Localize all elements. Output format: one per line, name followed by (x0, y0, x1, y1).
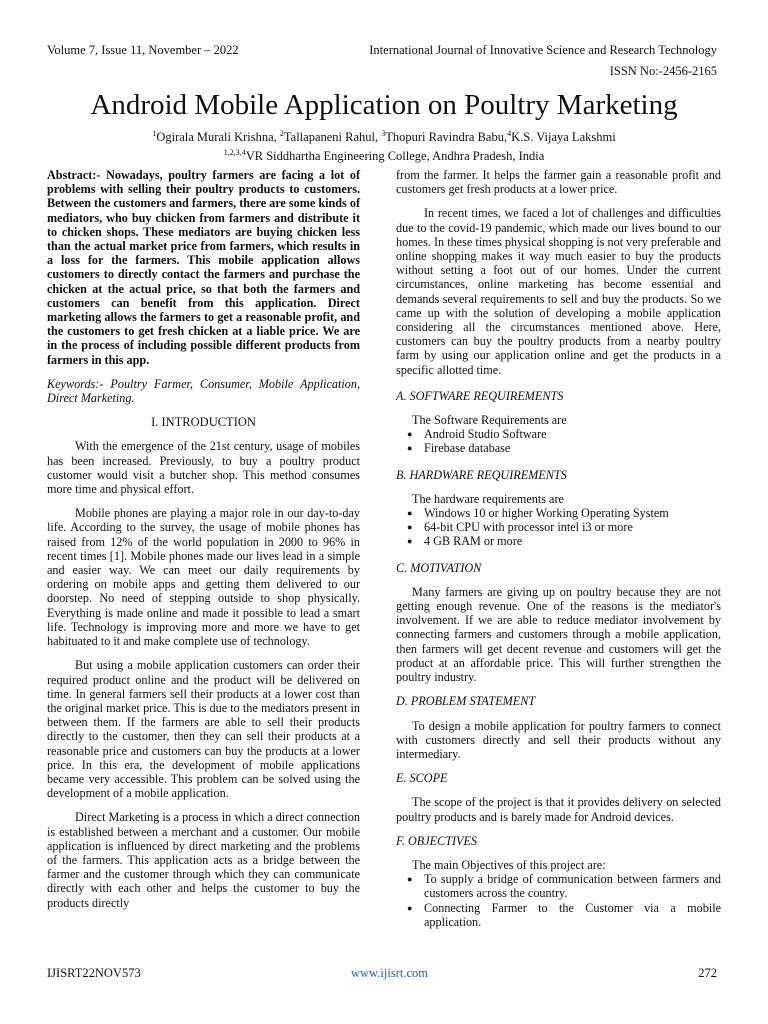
intro-paragraph: Mobile phones are playing a major role in our day-to-day life. According to the survey, the usage of mobile phones has raised from 12% of the world population in 2000 to 96% in recent times [1]. Mobile phones made our lives lead in a simple and easier way. We can meet our daily requirements by ordering on mobile apps and getting them delivered to our doorstep. No need of stepping outside to shop physically. Everything is made online and made it possible to lead a smart life. Technology is improving more and more we have to get habituated to it and make complete use of technology. (47, 506, 360, 649)
body-paragraph: from the farmer. It helps the farmer gain a reasonable profit and customers get fresh products at a lower price. (396, 168, 721, 197)
author-name: Ogirala Murali Krishna, (156, 130, 280, 145)
subsection-heading: D. PROBLEM STATEMENT (396, 694, 536, 709)
list-item: ● To supply a bridge of communication between farmers and customers across the country. (424, 872, 721, 900)
footer-url-link[interactable]: www.ijisrt.com (351, 966, 428, 980)
footer-paper-id: IJISRT22NOV573 (47, 966, 141, 980)
author-name: K.S. Vijaya Lakshmi (511, 130, 616, 145)
section-heading-introduction: I. INTRODUCTION (151, 415, 256, 430)
list-item: ● Android Studio Software (424, 427, 721, 441)
intro-paragraph: Direct Marketing is a process in which a direct connection is established between a merchant and a customer. Our mobile application is influenced by direct marketing and the problems of the farmers. This application acts as a bridge between the farmer and the customer through which they can communicate directly with each other and helps the customer to buy the products directly (47, 810, 360, 910)
author-name: Tallapaneni Rahul, (283, 130, 382, 145)
subsection-heading: E. SCOPE (396, 771, 448, 786)
author-name: Thopuri Ravindra Babu, (385, 130, 508, 145)
left-column (47, 168, 360, 920)
list-item: ● Windows 10 or higher Working Operating System (424, 506, 721, 520)
subsection-heading: B. HARDWARE REQUIREMENTS (396, 467, 567, 482)
software-requirements: The Software Requirements are ● Android Studio Software ● Firebase database (396, 413, 721, 456)
objectives: The main Objectives of this project are: ● To supply a bridge of communication between farmers and customers across the country. ● Connecting Farmer to the Customer via a mobile application. (396, 858, 721, 929)
footer-page-number: 272 (698, 966, 717, 980)
body-paragraph: In recent times, we faced a lot of challenges and difficulties due to the covid-19 pandemic, which made our lives bound to our homes. In these times physical shopping is not very preferable and online shopping makes it way much easier to buy the products without setting a foot out of our homes. Under the current circumstances, online marketing has become essential and demands several requirements to sell and buy the products. So we came up with the solution of developing a mobile application considering all the circumstances mentioned above. Here, customers can buy the poultry products from a nearby poultry farm by using our application online and get the products in a specific allotted time. (396, 206, 721, 377)
header-volume: Volume 7, Issue 11, November – 2022 (47, 43, 239, 57)
keywords: Keywords:- Poultry Farmer, Consumer, Mobile Application, Direct Marketing. (47, 376, 360, 406)
intro-paragraph: With the emergence of the 21st century, usage of mobiles has been increased. Previously, to buy a poultry product customer would visit a butcher shop. This method consumes more time and physical effort. (47, 439, 360, 497)
list-item: ● 4 GB RAM or more (424, 534, 721, 548)
hardware-requirements: The hardware requirements are ● Windows 10 or higher Working Operating System ● 64-bit CPU with processor intel i3 or more ● 4 GB RAM or more (396, 492, 721, 549)
intro-paragraph: But using a mobile application customers can order their required product online and the product will be delivered on time. In general farmers sell their products at a lower cost than the original market price. This is due to the mediators present in between them. If the farmers are able to sell their products directly to the customer, then they can sell their products at a reasonable price and customers can buy the products at a lower price. In this era, the development of mobile applications became very accessible. This problem can be solved using the development of a mobile application. (47, 658, 360, 801)
author-block (0, 126, 768, 164)
subsection-heading: C. MOTIVATION (396, 560, 482, 575)
affiliation: $^{1,2,3,4}$VR Siddhartha Engineering College, Andhra Pradesh, India (223, 148, 545, 164)
list-item: ● 64-bit CPU with processor intel i3 or more (424, 520, 721, 534)
right-column (396, 168, 721, 941)
subsection-heading: F. OBJECTIVES (396, 833, 478, 848)
paper-title: Android Mobile Application on Poultry Marketing (90, 89, 678, 121)
motivation-text: Many farmers are giving up on poultry because they are not getting enough revenue. One of the reasons is the mediator's involvement. If we are able to reduce mediator involvement by connecting farmers and customers through a mobile application, then farmers will get decent revenue and customers will get the product at an affordable price. This will further strengthen the poultry industry. (396, 584, 721, 685)
header-journal: International Journal of Innovative Science and Research Technology (369, 43, 717, 57)
list-item: ● Firebase database (424, 441, 721, 455)
abstract: Abstract:- Nowadays, poultry farmers are facing a lot of problems with selling their poultry products to customers. Between the customers and farmers, there are some kinds of mediators, who buy chicken from farmers and distribute it to chicken shops. These mediators are buying chicken less than the actual market price from farmers, which results in a loss for the farmers. This mobile application allows customers to directly contact the farmers and purchase the chicken at the actual price, so that both the farmers and customers can benefit from this application. Direct marketing allows the farmers to get a reasonable profit, and the customers to get fresh chicken at a liable price. We are in the process of including possible different products from farmers in this app. (47, 168, 360, 367)
subsection-heading: A. SOFTWARE REQUIREMENTS (396, 388, 564, 403)
list-item: ● Connecting Farmer to the Customer via a mobile application. (424, 901, 721, 929)
author-list: $^1$Ogirala Murali Krishna, $^2$Tallapaneni Rahul, $^3$Thopuri Ravindra Babu,$^4$K.S. Vijaya Lakshmi (152, 129, 616, 145)
scope-text: The scope of the project is that it provides delivery on selected poultry products and is barely made for Android devices. (396, 795, 721, 824)
problem-statement-text: To design a mobile application for poultry farmers to connect with customers directly and sell their products without any intermediary. (396, 718, 721, 761)
header-issn: ISSN No:-2456-2165 (609, 64, 717, 78)
